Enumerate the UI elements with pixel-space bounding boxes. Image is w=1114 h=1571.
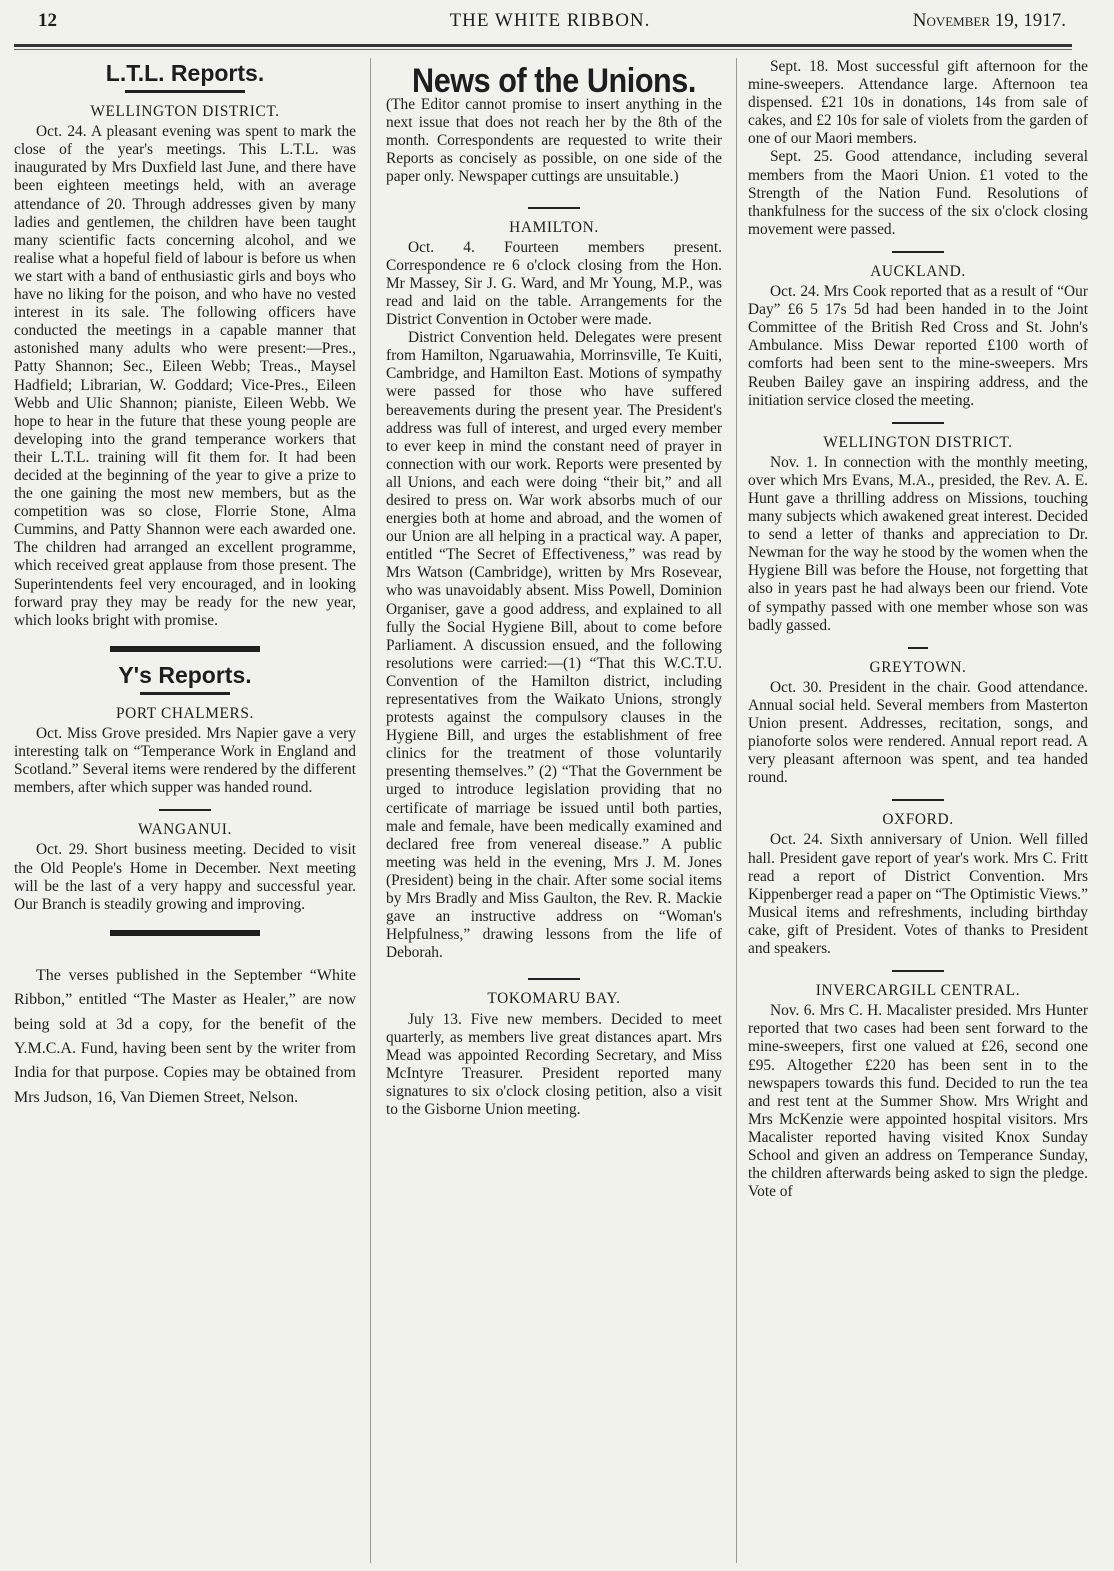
page-number: 12 (38, 10, 57, 31)
column-divider (736, 58, 737, 1563)
ys-reports-title: Y's Reports. (118, 661, 252, 688)
invercargill-central-report: Nov. 6. Mrs C. H. Macalister presided. Mrs Hunter reported that two cases had been sent forward to the mine-sweepers, first one valued at £26, second one £95. Altogether £220 has been sent in to the newspapers towards this fund. Decided to run the tea and rest tent at the Summer Show. Mrs Wright and Mrs McKenzie were appointed hospital visitors. Mrs Macalister reported having visited Knox Sunday School and given an address on Temperance Sunday, the children afterwards being asked to sign the pledge. Vote of (748, 1002, 1088, 1201)
maori-union-report-sept25: Sept. 25. Good attendance, including several members from the Maori Union. £1 voted to the Strength of the Nation Fund. Resolutions of thankfulness for the success of the six o'clock closing movement were passed. (748, 148, 1088, 238)
verses-notice: The verses published in the September “White Ribbon,” entitled “The Master as Healer,” are now being sold at 3d a copy, for the benefit of the Y.M.C.A. Fund, having been sent by the writer from India for that purpose. Copies may be obtained from Mrs Judson, 16, Van Diemen Street, Nelson. (14, 966, 356, 1106)
section-ornament (140, 692, 230, 695)
hamilton-report-part2: District Convention held. Delegates were present from Hamilton, Ngaruawahia, Morrinsville, Te Kuiti, Cambridge, and Hamilton East. Motions of sympathy were passed for those who have suffered bereavements during the present year. The President's address was full of interest, and urged every member to ever keep in mind the constant need of prayer in connection with our work. Reports were presented by all Unions, and each were doing “their bit,” and all desired to press on. War work absorbs much of our energies both at home and abroad, and the women of our Union are all helping in a practical way. A paper, entitled “The Secret of Effectiveness,” was read by Mrs Watson (Cambridge), written by Mrs Rosevear, who was unavoidably absent. Miss Powell, Dominion Organiser, gave a good address, and explained to all fully the Social Hygiene Bill, about to come before Parliament. A discussion ensued, and the following resolutions were carried:—(1) “That this W.C.T.U. Convention of the Hamilton district, including representatives from the Waikato Unions, strongly protests against the compulsory clauses in the Hygiene Bill, and urges the establishment of free clinics for the treatment of those voluntarily presenting themselves.” (2) “That the Government be urged to introduce legislation providing that no certificate of marriage be issued until both parties, male and female, have been medically examined and declared free from venereal disease.” A public meeting was held in the evening, Mrs J. M. Jones (President) being in the chair. After some social items by Mrs Bradly and Miss Gaulton, the Rev. R. Mackie gave an instructive address on “Woman's Helpfulness,” drawing lessons from the life of Deborah. (386, 329, 722, 962)
hamilton-heading: HAMILTON. (509, 218, 599, 236)
auckland-heading: AUCKLAND. (870, 262, 966, 280)
greytown-report: Oct. 30. President in the chair. Good attendance. Annual social held. Several members from Masterton Union present. Addresses, recitation, songs, and pianoforte solos were rendered. Annual report read. A very pleasant afternoon was spent, and tea handed round. (748, 678, 1088, 787)
wellington-district-union-report: Nov. 1. In connection with the monthly meeting, over which Mrs Evans, M.A., presided, the Rev. A. E. Hunt gave a thrilling address on Missions, touching many subjects which awakened great interest. Decided to send a letter of thanks and appreciation to Dr. Newman for the way he stood by the women when the Hygiene Bill was before the House, not forgetting that also in years past he had always been our friend. Vote of sympathy passed with one member whose son was badly gassed. (748, 453, 1088, 634)
column-left (14, 58, 356, 1110)
oxford-heading: OXFORD. (882, 811, 954, 829)
section-divider-bar (110, 930, 260, 936)
issue-date: November 19, 1917. (912, 10, 1066, 31)
auckland-report: Oct. 24. Mrs Cook reported that as a result of “Our Day” £6 5 17s 5d had been handed in to the Joint Committee of the British Red Cross and St. John's Ambulance. Miss Dewar reported £100 worth of comforts had been sent to the mine-sweepers. Mrs Reuben Bailey gave an inspiring address, and the initiation service closed the meeting. (748, 283, 1088, 409)
short-divider (892, 251, 944, 253)
short-divider (908, 647, 928, 649)
invercargill-central-heading: INVERCARGILL CENTRAL. (815, 982, 1021, 1000)
greytown-heading: GREYTOWN. (869, 658, 967, 676)
editor-note: (The Editor cannot promise to insert anything in the next issue that does not reach her by the 8th of the month. Correspondents are requested to write their Reports as concisely as possible, on one side of the paper only. Newspaper cuttings are unsuitable.) (386, 96, 722, 186)
wanganui-heading: WANGANUI. (138, 821, 232, 839)
column-divider (370, 58, 371, 1563)
publication-title: THE WHITE RIBBON. (449, 10, 651, 31)
tokomaru-bay-report: July 13. Five new members. Decided to meet quarterly, as members live great distances apart. Mrs Mead was appointed Recording Secretary, and Miss McIntyre Treasurer. President reported many signatures to six o'clock closing petition, also a visit to the Gisborne Union meeting. (386, 1010, 722, 1118)
hamilton-report-part1: Oct. 4. Fourteen members present. Correspondence re 6 o'clock closing from the Hon. Mr Massey, Sir J. G. Ward, and Mr Young, M.P., was read and laid on the table. Arrangements for the District Convention in October were made. (386, 238, 722, 329)
masthead (30, 6, 1070, 36)
news-of-unions-title: News of the Unions. (412, 62, 696, 100)
short-divider (159, 809, 211, 811)
ltl-reports-title: L.T.L. Reports. (105, 60, 265, 86)
wanganui-report: Oct. 29. Short business meeting. Decided to visit the Old People's Home in December. Next meeting will be the last of a very happy and successful year. Our Branch is steadily growing and improving. (14, 841, 356, 913)
port-chalmers-report: Oct. Miss Grove presided. Mrs Napier gave a very interesting talk on “Temperance Work in England and Scotland.” Several items were rendered by the different members, after which supper was handed round. (14, 725, 356, 797)
wellington-district-heading: WELLINGTON DISTRICT. (90, 103, 280, 121)
short-divider (892, 799, 944, 801)
tokomaru-bay-heading: TOKOMARU BAY. (487, 990, 621, 1008)
column-middle (386, 58, 722, 1119)
header-rule (14, 44, 1072, 47)
port-chalmers-heading: PORT CHALMERS. (115, 704, 255, 722)
wellington-ltl-report: Oct. 24. A pleasant evening was spent to mark the close of the year's meetings. This L.T.L. was inaugurated by Mrs Duxfield last June, and there have been eighteen meetings held, with an average attendance of 20. Through addresses given by many ladies and gentlemen, the children have been taught many scientific facts concerning alcohol, and we realise what a hopeful field of labour is before us when we start with a band of enthusiastic girls and boys who have no liking for the poison, and who have no vested interest in its sale. The following officers have conducted the meetings in a capable manner that astonished many adults who were present:—Pres., Patty Shannon; Sec., Eileen Webb; Treas., Maysel Hadfield; Librarian, W. Goddard; Vice-Pres., Eileen Webb and Ulic Shannon; pianiste, Eileen Webb. We hope to hear in the future that these young people are developing into the grand temperance workers that their L.T.L. training will fit them for. It had been decided at the beginning of the year to give a prize to the one gaining the most new members, but as the competition was so close, Florrie Stone, Alma Cummins, and Patty Shannon were each awarded one. The children had arranged an excellent programme, which received great applause from those present. The Superintendents feel very encouraged, and in looking forward pray they may be ready for the new year, which looks bright with promise. (14, 123, 356, 629)
oxford-report: Oct. 24. Sixth anniversary of Union. Well filled hall. President gave report of year's work. Mrs C. Fritt read a report of District Convention. Mrs Kippenberger read a paper on “The Optimistic Views.” Musical items and refreshments, including birthday cake, gift of President. Votes of thanks to President and speakers. (748, 831, 1088, 958)
header-rule-thin (14, 49, 1072, 50)
wellington-district-union-heading: WELLINGTON DISTRICT. (823, 433, 1013, 451)
short-divider (892, 422, 944, 424)
short-divider (528, 978, 580, 980)
maori-union-report-sept18: Sept. 18. Most successful gift afternoon for the mine-sweepers. Attendance large. Afternoon tea dispensed. £21 10s in donations, 14s from sale of cakes, and £2 10s for sale of violets from the garden of one of our Maori members. (748, 58, 1088, 148)
section-ornament (125, 90, 245, 93)
section-divider-bar (110, 646, 260, 652)
column-right (748, 58, 1088, 1201)
short-divider (892, 970, 944, 972)
short-divider (528, 207, 580, 209)
